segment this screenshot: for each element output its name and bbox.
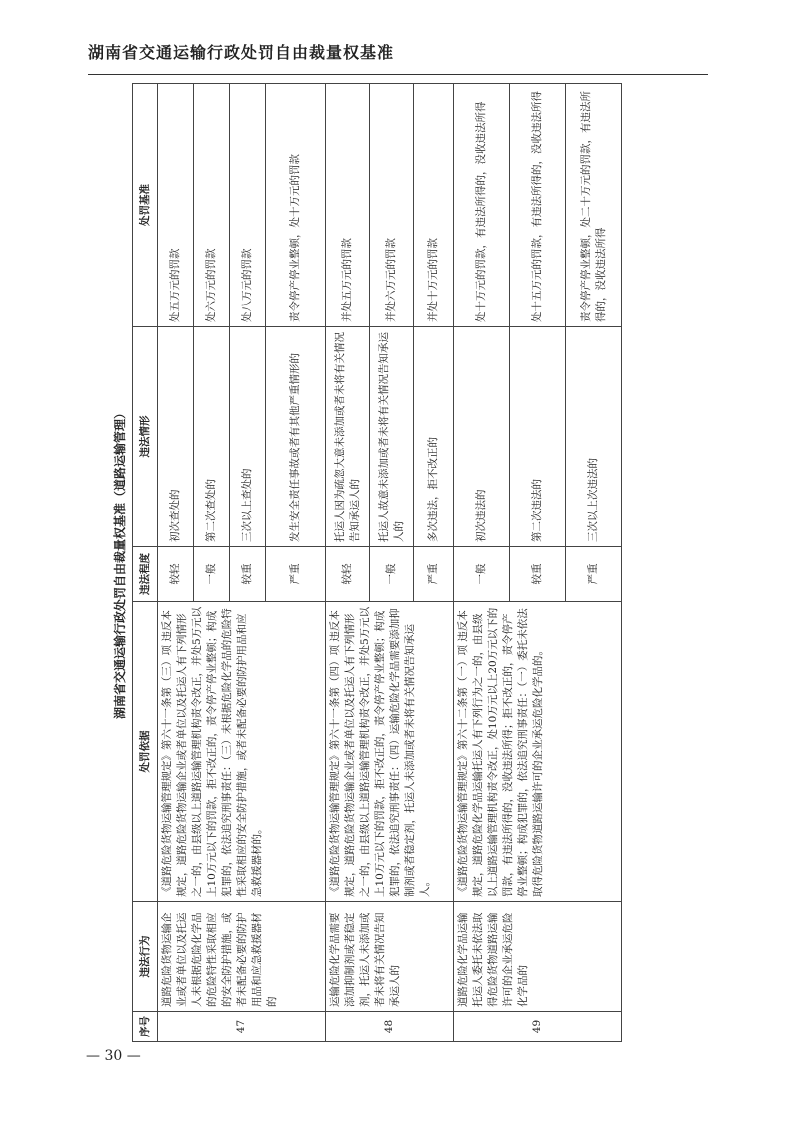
penalty-table (132, 83, 622, 1042)
entry-penalty: 并处十万元的罚款 (414, 84, 454, 327)
entry-number: 48 (326, 1012, 454, 1042)
entry-degree: 严重 (266, 547, 326, 602)
table-header-row (133, 84, 158, 1042)
entry-basis: 《道路危险货物运输管理规定》第六十一条第（三）项 违反本规定，道路危险货物运输企业或者单位以及托运人有下列情形之一的，由县级以上道路运输管理机构责令改正，并处5万元以上10万元以下的罚款，拒不改正的，责令停产停业整顿；构成犯罪的，依法追究刑事责任：（三）未根据危险化学品的危险特性采取相应的安全防护措施，或者未配备必要的防护用品和应急救援器材的。 (158, 602, 326, 902)
entry-behavior: 道路危险货物运输企业或者单位以及托运人未根据危险化学品的危险特性采取相应的安全防护措施，或者未配备必要的防护用品和应急救援器材的 (158, 902, 326, 1012)
entry-penalty: 责令停产停业整顿，处十万元的罚款 (266, 84, 326, 327)
col-header-no: 序号 (133, 1012, 158, 1042)
entry-number: 47 (158, 1012, 326, 1042)
entry-behavior: 道路危险化学品运输托运人委托未依法取得危险货物道路运输许可的企业承运危险化学品的 (454, 902, 622, 1012)
table-row (158, 84, 194, 1042)
entry-situation: 托运人因为疏忽大意未添加或者未将有关情况告知承运人的 (326, 327, 370, 547)
entry-penalty: 处六万元的罚款 (194, 84, 230, 327)
page-number: — 30 — (86, 1048, 141, 1064)
entry-situation: 三次以上查处的 (230, 327, 266, 547)
entry-penalty: 处五万元的罚款 (158, 84, 194, 327)
rotated-table-area (112, 84, 708, 1042)
running-header: 湖南省交通运输行政处罚自由裁量权基准 (88, 43, 395, 62)
col-header-situation: 违法情形 (133, 327, 158, 547)
entry-penalty: 责令停产停业整顿，处二十万元的罚款，有违法所得的，没收违法所得 (566, 84, 622, 327)
entry-penalty: 处八万元的罚款 (230, 84, 266, 327)
entry-behavior: 运输危险化学品需要添加抑制剂或者稳定剂，托运人未添加或者未将有关情况告知承运人的 (326, 902, 454, 1012)
entry-situation: 托运人故意未添加或者未将有关情况告知承运人的 (370, 327, 414, 547)
entry-degree: 较轻 (326, 547, 370, 602)
entry-degree: 严重 (566, 547, 622, 602)
entry-basis: 《道路危险货物运输管理规定》第六十一条第（四）项 违反本规定，道路危险货物运输企业或者单位以及托运人有下列情形之一的，由县级以上道路运输管理机构责令改正，并处5万元以上10万元以下的罚款，拒不改正的，责令停产停业整顿；构成犯罪的，依法追究刑事责任：（四）运输危险化学品需要添加抑制剂或者稳定剂，托运人未添加或者未将有关情况告知承运人。 (326, 602, 454, 902)
entry-situation: 第二次查处的 (194, 327, 230, 547)
col-header-basis: 处罚依据 (133, 602, 158, 902)
entry-situation: 初次违法的 (454, 327, 510, 547)
table-row (454, 84, 510, 1042)
table-title: 湖南省交通运输行政处罚自由裁量权基准（道路运输管理） (113, 407, 127, 720)
entry-penalty: 处十五万元的罚款，有违法所得的，没收违法所得 (510, 84, 566, 327)
entry-situation: 发生安全责任事故或者有其他严重情形的 (266, 327, 326, 547)
entry-degree: 一般 (370, 547, 414, 602)
entry-degree: 一般 (454, 547, 510, 602)
table-row (326, 84, 370, 1042)
entry-degree: 较轻 (158, 547, 194, 602)
col-header-behavior: 违法行为 (133, 902, 158, 1012)
col-header-penalty: 处罚基准 (133, 84, 158, 327)
entry-degree: 较重 (230, 547, 266, 602)
entry-degree: 一般 (194, 547, 230, 602)
entry-situation: 多次违法，拒不改正的 (414, 327, 454, 547)
entry-degree: 严重 (414, 547, 454, 602)
entry-penalty: 并处六万元的罚款 (370, 84, 414, 327)
header-rule (88, 74, 708, 75)
entry-penalty: 处十万元的罚款，有违法所得的，没收违法所得 (454, 84, 510, 327)
entry-situation: 三次以上次违法的 (566, 327, 622, 547)
col-header-degree: 违法程度 (133, 547, 158, 602)
entry-degree: 较重 (510, 547, 566, 602)
entry-situation: 第二次违法的 (510, 327, 566, 547)
entry-basis: 《道路危险货物运输管理规定》第六十二条第（一）项 违反本规定，道路危险化学品运输托运人有下列行为之一的，由县级以上道路运输管理机构责令改正，处10万元以上20万元以下的罚款，有违法所得的，没收违法所得；拒不改正的，责令停产停业整顿；构成犯罪的，依法追究刑事责任：（一）委托未依法取得危险货物道路运输许可的企业承运危险化学品的。 (454, 602, 622, 902)
entry-situation: 初次查处的 (158, 327, 194, 547)
entry-number: 49 (454, 1012, 622, 1042)
entry-penalty: 并处五万元的罚款 (326, 84, 370, 327)
